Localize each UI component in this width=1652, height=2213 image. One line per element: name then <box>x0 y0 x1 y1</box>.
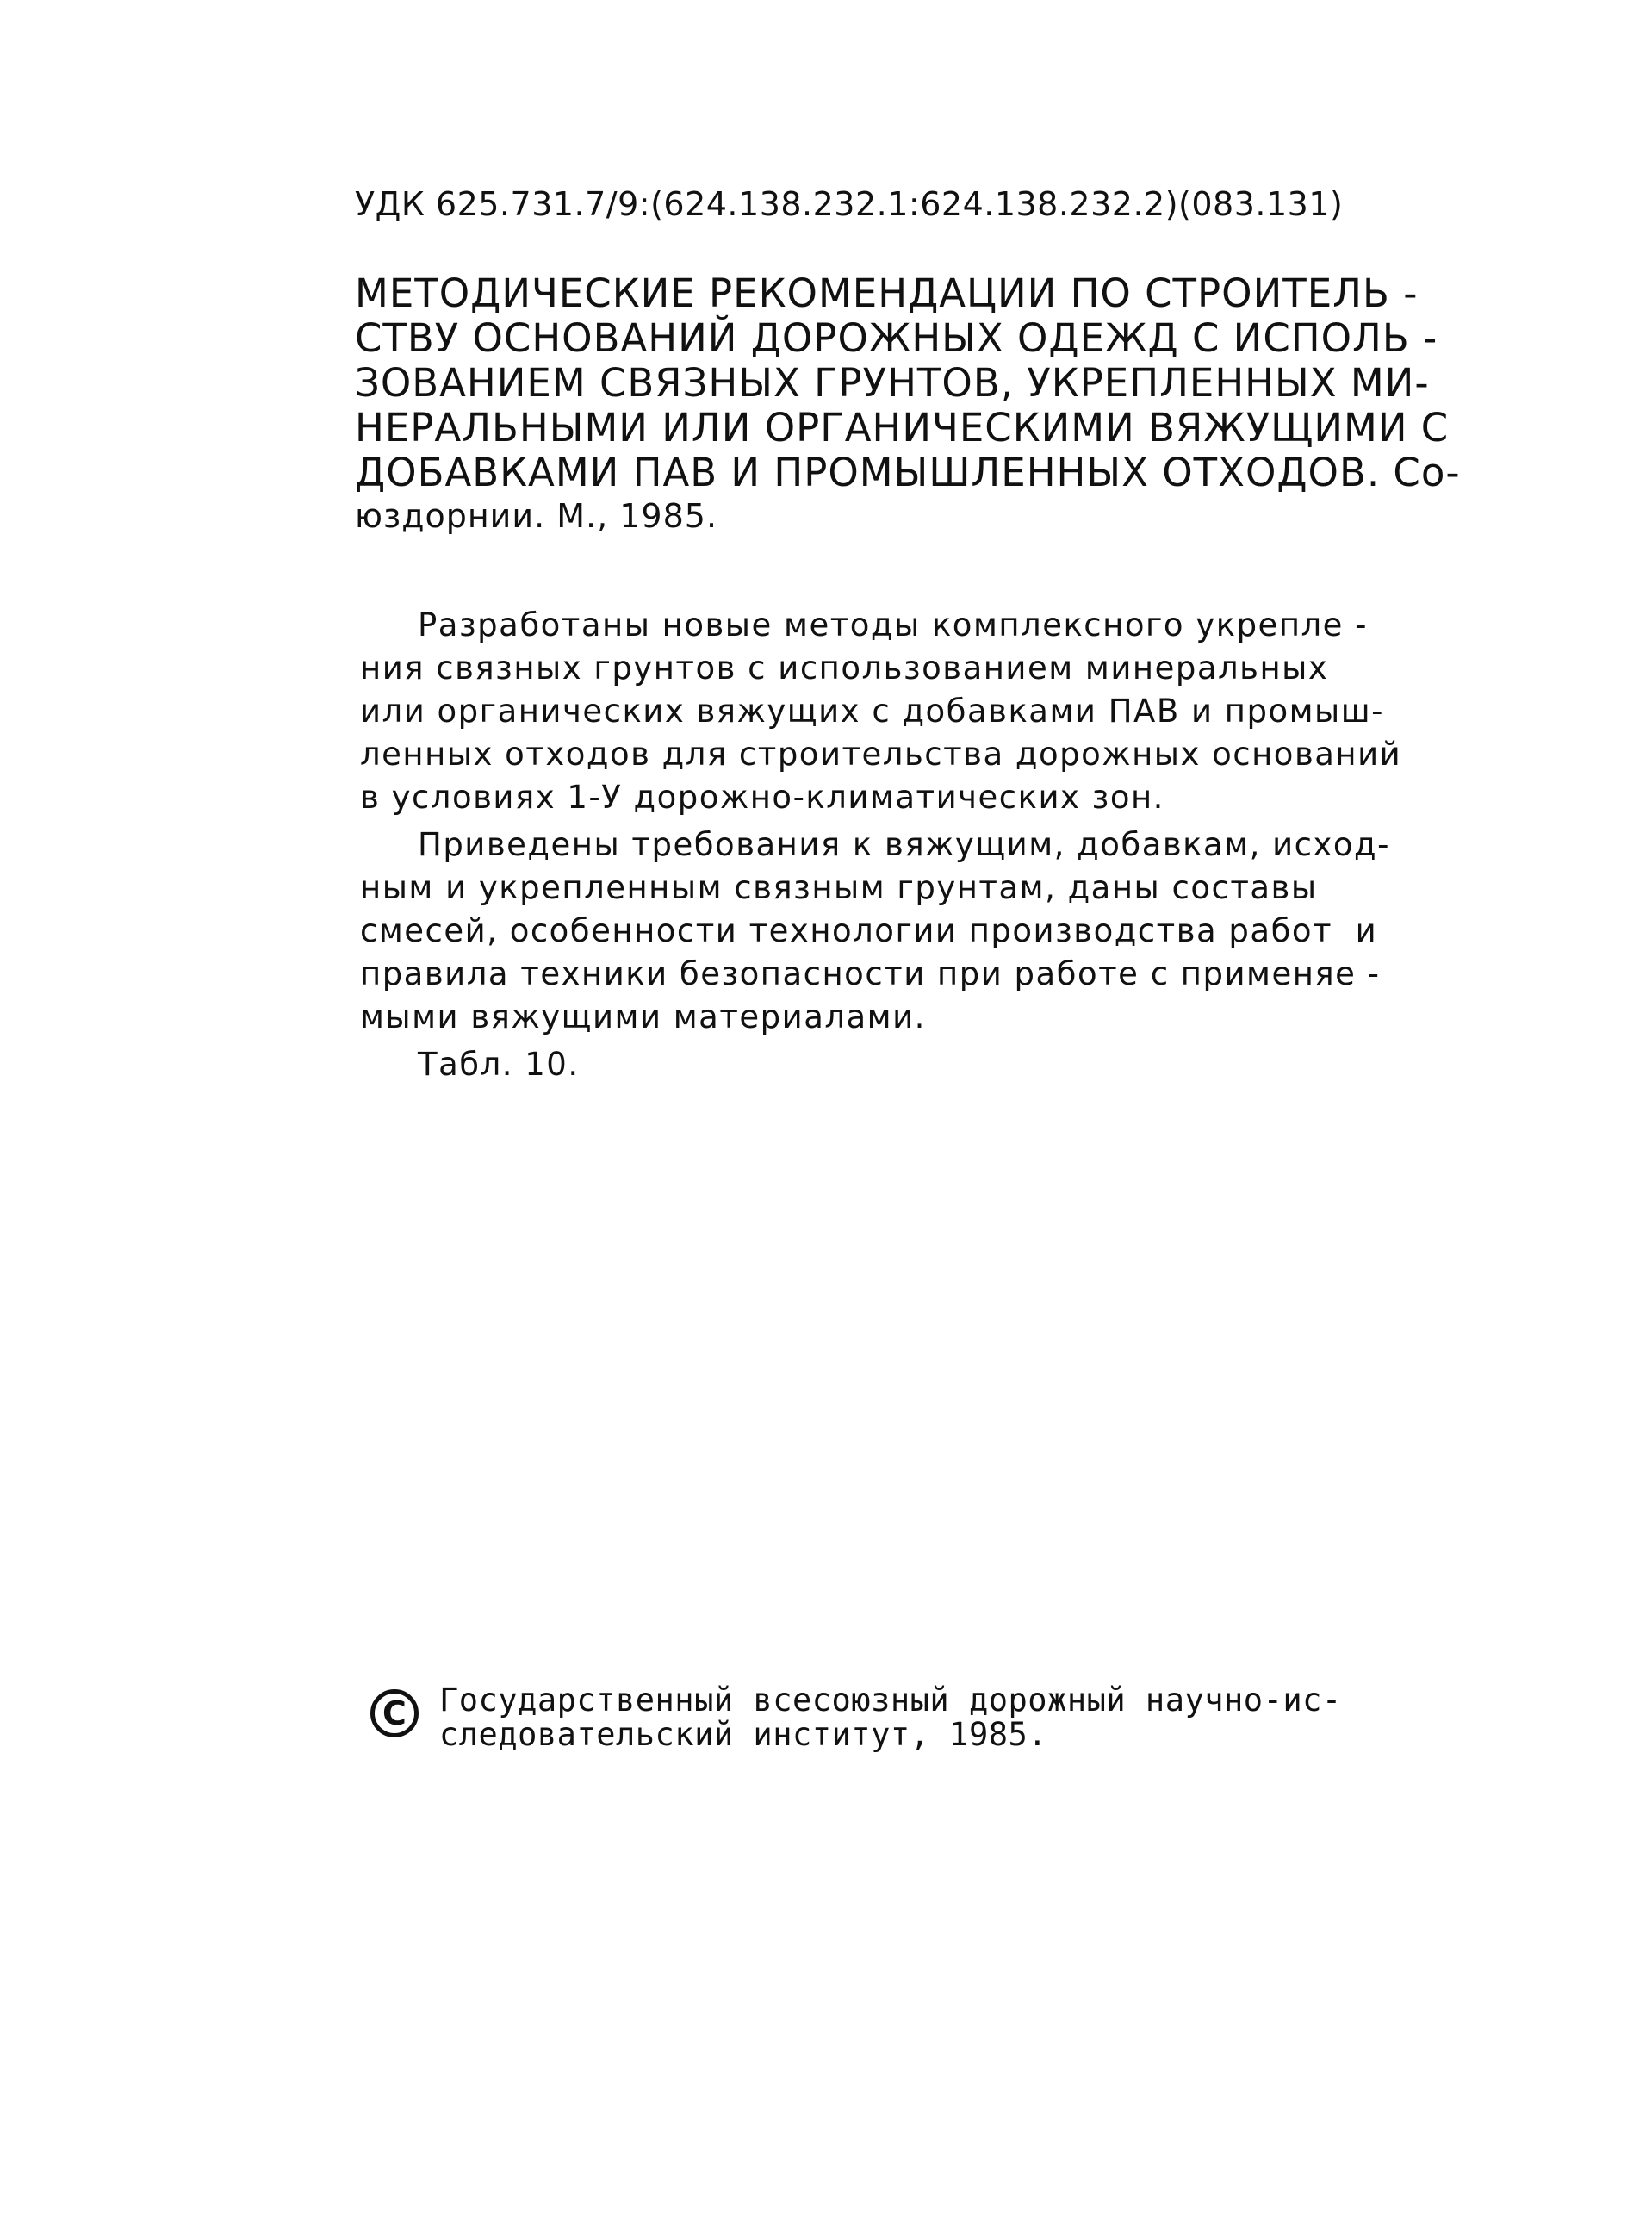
title-line: юздорнии. М., 1985. <box>355 497 718 535</box>
abstract-line: ния связных грунтов с использованием минеральных <box>360 650 1329 687</box>
abstract-line: ленных отходов для строительства дорожных оснований <box>360 736 1402 773</box>
abstract-line: мыми вяжущими материалами. <box>360 998 926 1035</box>
abstract-line: в условиях 1-У дорожно-климатических зон. <box>360 779 1164 816</box>
title-line: ДОБАВКАМИ ПАВ И ПРОМЫШЛЕННЫХ ОТХОДОВ. Со- <box>355 450 1461 495</box>
title-line: ЗОВАНИЕМ СВЯЗНЫХ ГРУНТОВ, УКРЕПЛЕННЫХ МИ- <box>355 360 1430 406</box>
copyright-line: следовательский институт, 1985. <box>439 1716 1048 1753</box>
abstract-line: Приведены требования к вяжущим, добавкам, исход- <box>418 826 1390 863</box>
abstract-line: правила техники безопасности при работе с применяе - <box>360 955 1381 992</box>
copyright-line: Государственный всесоюзный дорожный научно-ис- <box>439 1682 1342 1719</box>
abstract-line: ным и укрепленным связным грунтам, даны составы <box>360 869 1318 906</box>
udk-code: УДК 625.731.7/9:(624.138.232.1:624.138.232.2)(083.131) <box>355 185 1344 223</box>
copyright-block <box>370 1684 1576 1787</box>
abstract-line: или органических вяжущих с добавками ПАВ и промыш- <box>360 693 1384 730</box>
copyright-icon: C <box>370 1689 419 1737</box>
title-line: СТВУ ОСНОВАНИЙ ДОРОЖНЫХ ОДЕЖД С ИСПОЛЬ - <box>355 315 1438 361</box>
abstract-line: Разработаны новые методы комплексного укрепле - <box>418 606 1369 643</box>
abstract-line: смесей, особенности технологии производства работ и <box>360 912 1378 949</box>
table-count: Табл. 10. <box>418 1046 580 1083</box>
title-line: МЕТОДИЧЕСКИЕ РЕКОМЕНДАЦИИ ПО СТРОИТЕЛЬ - <box>355 270 1419 316</box>
title-line: НЕРАЛЬНЫМИ ИЛИ ОРГАНИЧЕСКИМИ ВЯЖУЩИМИ С <box>355 405 1450 451</box>
